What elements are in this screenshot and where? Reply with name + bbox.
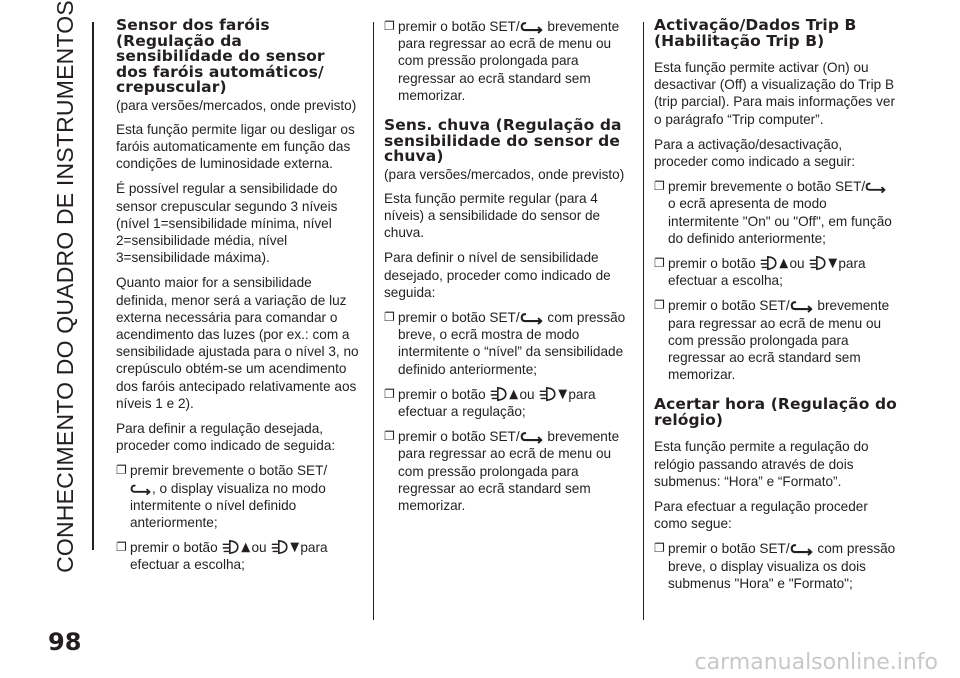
column-1 (116, 18, 360, 582)
set-button-icon (520, 431, 544, 444)
paragraph: Esta função permite regular (para 4 níveis) a sensibilidade do sensor de chuva. (384, 190, 601, 241)
list-item: ❐ premir o botão SET/ brevemente para regressar ao ecrã de menu ou com pressão prolongada para regressar ao ecrã standard sem memorizar. (384, 19, 620, 103)
paragraph: É possível regular a sensibilidade do sensor crepuscular segundo 3 níveis (nível 1=sensibilidade mínima, nível 2=sensibilidade média, nível 3=sensibilidade máxima). (116, 181, 338, 266)
checkbox-bullet-icon: ❐ (384, 386, 395, 401)
list-item: ❐ premir o botão SET/ com pressão breve, o display visualiza os dois submenus "Hora" e "Formato"; (654, 541, 896, 591)
checkbox-bullet-icon: ❐ (116, 540, 127, 555)
clock-heading: Acertar hora (Regulação do relógio) (654, 395, 897, 429)
set-button-icon (520, 21, 544, 34)
light-up-button-icon (759, 255, 789, 271)
rain-sensor-heading: Sens. chuva (Regulação da sensibilidade do sensor de chuva) (384, 116, 622, 166)
column-divider-2 (643, 22, 644, 620)
checkbox-bullet-icon: ❐ (116, 463, 127, 478)
list-item: ❐ premir o botão ou para efectuar a escolha; (116, 540, 328, 573)
paragraph: Esta função permite activar (On) ou desactivar (Off) a visualização do Trip B (trip parcial). Para mais informações ver o parágrafo “Trip computer”. (654, 60, 895, 127)
list-item: ❐ premir o botão SET/ com pressão breve, o ecrã mostra de modo intermitente o “nível” da sensibilidade definido anteriormente; (384, 309, 626, 377)
watermark: carmanualsonline.info (694, 650, 938, 675)
paragraph: Para a activação/desactivação, proceder como indicado a seguir: (654, 136, 855, 170)
list-item: ❐ premir o botão ou para efectuar a escolha; (654, 256, 866, 289)
page-number: 98 (48, 628, 82, 656)
column-3 (654, 18, 898, 600)
paragraph: Esta função permite a regulação do relógio passando através de dois submenus: “Hora” e “Formato”. (654, 439, 869, 489)
set-button-icon (865, 181, 887, 194)
checkbox-bullet-icon: ❐ (654, 298, 665, 313)
paragraph: Para definir a regulação desejada, proceder como indicado de seguida: (116, 420, 336, 454)
trip-b-heading: Activação/Dados Trip B (Habilitação Trip B) (654, 16, 857, 50)
paragraph: Para definir o nível de sensibilidade desejado, proceder como indicado de seguida: (384, 250, 611, 300)
checkbox-bullet-icon: ❐ (654, 541, 665, 556)
paragraph: Para efectuar a regulação proceder como segue: (654, 499, 868, 532)
list-item: ❐ premir brevemente o botão SET/ o ecrã apresenta de modo intermitente "On" ou "Off", em função do definido anteriormente; (654, 179, 892, 246)
column-2 (384, 18, 628, 522)
list-item: ❐ premir brevemente o botão SET/ , o display visualiza no modo intermitente o nível definido anteriormente; (116, 463, 328, 530)
headlight-sensor-heading: Sensor dos faróis (Regulação da sensibilidade do sensor dos faróis automáticos/ crepuscular) (116, 16, 325, 96)
set-button-icon (790, 543, 814, 556)
paragraph: Quanto maior for a sensibilidade definida, menor será a variação de luz externa necessária para comandar o acendimento das luzes (por ex.: com a sensibilidade ajustada para o nível 3, no crepúsculo obtém-se um acendimento dos faróis antecipado relativamente aos níveis 1 e 2). (116, 275, 359, 411)
column-divider-1 (373, 22, 374, 620)
section-note: (para versões/mercados, onde previsto) (116, 97, 357, 113)
light-up-button-icon (489, 386, 519, 402)
list-item: ❐ premir o botão SET/ brevemente para regressar ao ecrã de menu ou com pressão prolongada para regressar ao ecrã standard sem memorizar. (654, 298, 890, 383)
set-button-icon (790, 300, 814, 313)
checkbox-bullet-icon: ❐ (384, 309, 395, 324)
list-item: ❐ premir o botão SET/ brevemente para regressar ao ecrã de menu ou com pressão prolongada para regressar ao ecrã standard sem memorizar. (384, 429, 620, 513)
checkbox-bullet-icon: ❐ (384, 429, 395, 444)
light-down-button-icon (808, 255, 838, 271)
section-note: (para versões/mercados, onde previsto) (384, 166, 625, 182)
light-down-button-icon (538, 386, 568, 402)
set-button-icon (520, 312, 544, 325)
paragraph: Esta função permite ligar ou desligar os faróis automaticamente em função das condições de luminosidade externa. (116, 121, 355, 172)
side-rule (92, 22, 94, 550)
set-button-icon (130, 483, 152, 496)
light-up-button-icon (221, 539, 251, 555)
light-down-button-icon (270, 539, 300, 555)
checkbox-bullet-icon: ❐ (654, 179, 665, 194)
list-item: ❐ premir o botão ou para efectuar a regulação; (384, 386, 596, 419)
checkbox-bullet-icon: ❐ (654, 256, 665, 271)
checkbox-bullet-icon: ❐ (384, 19, 395, 33)
chapter-title: CONHECIMENTO DO QUADRO DE INSTRUMENTOS (51, 0, 78, 573)
